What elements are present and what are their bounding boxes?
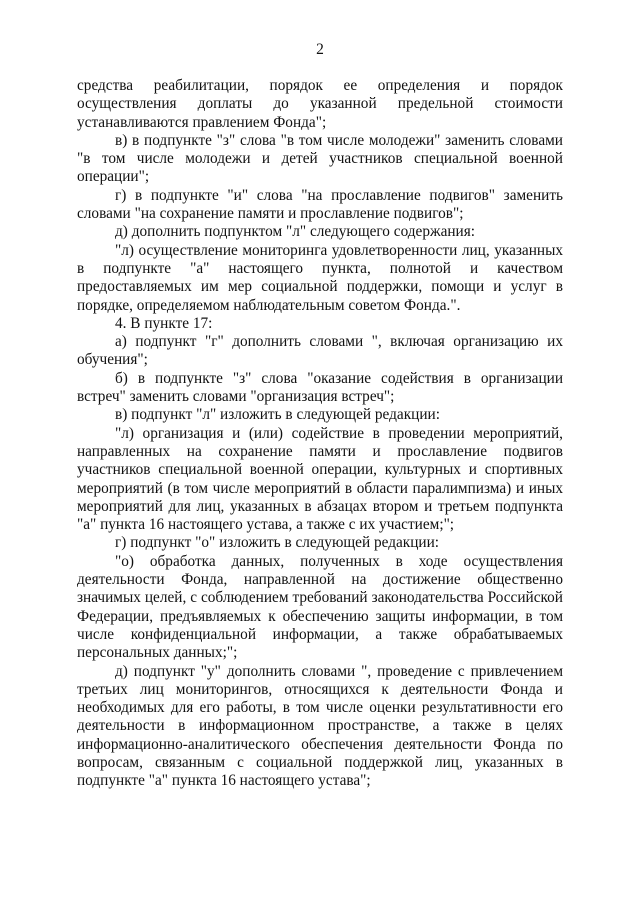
paragraph-item-v2: в) подпункт "л" изложить в следующей редакции: (115, 406, 440, 424)
paragraph-item-g: г) в подпункте "и" слова "на прославление подвигов" заменить словами "на сохранение памяти и прославление подвигов"; (77, 186, 563, 223)
paragraph-item-d: д) дополнить подпунктом "л" следующего содержания: (115, 223, 476, 241)
paragraph-quote-l: "л) осуществление мониторинга удовлетворенности лиц, указанных в подпункте "а" настоящего пункта, полнотой и качеством предоставляемых им мер социальной поддержки, помощи и услуг в порядке, определяемом наблюдательным советом Фонда.". (77, 241, 563, 314)
paragraph-point-4: 4. В пункте 17: (115, 314, 213, 332)
page-number: 2 (316, 41, 324, 58)
document-body (77, 77, 563, 791)
paragraph-continuation: средства реабилитации, порядок ее определения и порядок осуществления доплаты до указанной предельной стоимости устанавливаются правлением Фонда"; (77, 77, 563, 131)
paragraph-quote-l2: "л) организация и (или) содействие в проведении мероприятий, направленных на сохранение памяти и прославление подвигов участников специальной военной операции, культурных и спортивных мероприятий (в том числе мероприятий в области паралимпизма) и иных мероприятий для лиц, указанных в абзацах втором и третьем подпункта "а" пункта 16 настоящего устава, а также с их участием;"; (77, 424, 563, 534)
paragraph-item-b: б) в подпункте "з" слова "оказание содействия в организации встреч" заменить словами "организация встреч"; (77, 369, 563, 406)
paragraph-item-g2: г) подпункт "о" изложить в следующей редакции: (115, 534, 440, 552)
paragraph-quote-o: "о) обработка данных, полученных в ходе осуществления деятельности Фонда, направленной на достижение общественно значимых целей, с соблюдением требований законодательства Российской Федерации, предъявляемых к обеспечению защиты информации, в том числе конфиденциальной информации, а также обрабатываемых персональных данных;"; (77, 552, 563, 662)
paragraph-item-a: а) подпункт "г" дополнить словами ", включая организацию их обучения"; (77, 333, 563, 369)
paragraph-item-v: в) в подпункте "з" слова "в том числе молодежи" заменить словами "в том числе молодежи и детей участников специальной военной операции"; (77, 131, 563, 186)
paragraph-item-d2: д) подпункт "у" дополнить словами ", проведение с привлечением третьих лиц мониторингов, относящихся к деятельности Фонда и необходимых для его работы, в том числе оценки результативности его деятельности в информационном пространстве, а также в целях информационно-аналитического обеспечения деятельности Фонда по вопросам, связанным с социальной поддержкой лиц, указанных в подпункте "а" пункта 16 настоящего устава"; (77, 662, 563, 790)
